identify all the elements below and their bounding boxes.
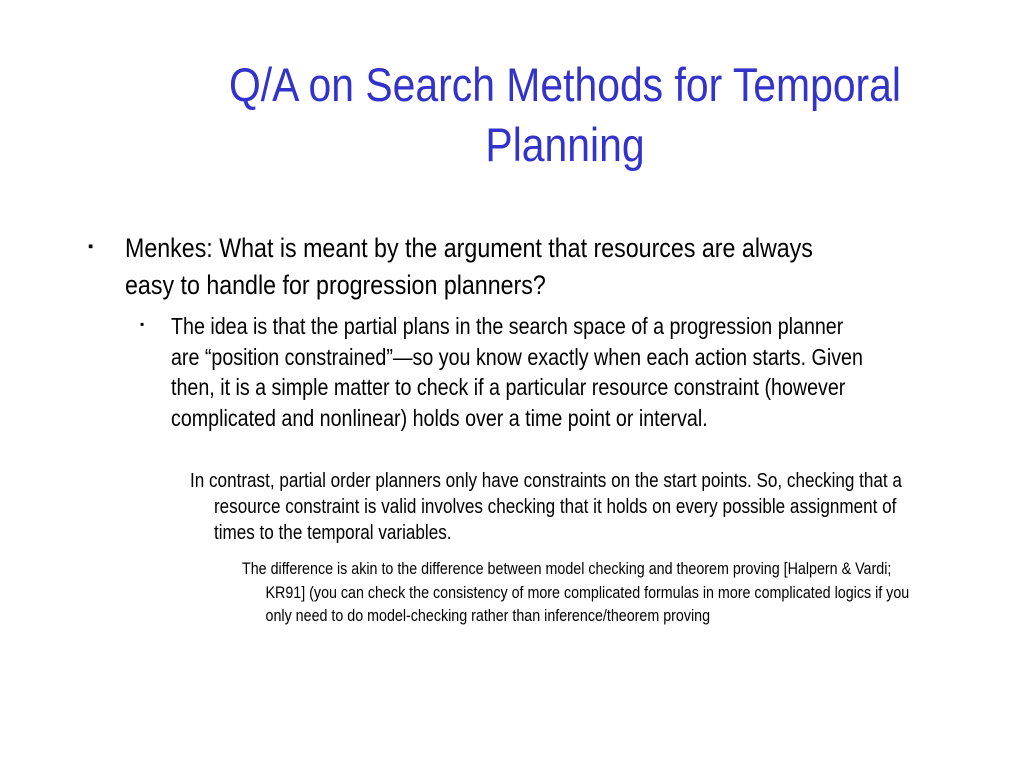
slide-title-line-2: Planning xyxy=(485,118,645,171)
bullet-level-3: In contrast, partial order planners only have constraints on the start points. So, checking that a resource constraint is valid involves checking that it holds on every possible assignment of times to the temporal variables. xyxy=(190,470,902,544)
bullet-level-2: The idea is that the partial plans in the search space of a progression planner are “position constrained”—so you know exactly when each action starts. Given then, it is a simple matter to check if a particular resource constraint (however complicated and nonlinear) holds over a time point or interval. xyxy=(171,313,863,431)
square-bullet-icon: ▪ xyxy=(140,317,145,331)
bullet-level-1: Menkes: What is meant by the argument that resources are always easy to handle for progression planners? xyxy=(125,233,813,300)
square-bullet-icon: ▪ xyxy=(88,238,94,255)
bullet-level-4: The difference is akin to the difference between model checking and theorem proving [Halpern & Vardi; KR91] (you can check the consistency of more complicated formulas in more complicated logics if you only need to do model-checking rather than inference/theorem proving xyxy=(242,559,910,625)
slide-title-line-1: Q/A on Search Methods for Temporal xyxy=(228,58,902,111)
